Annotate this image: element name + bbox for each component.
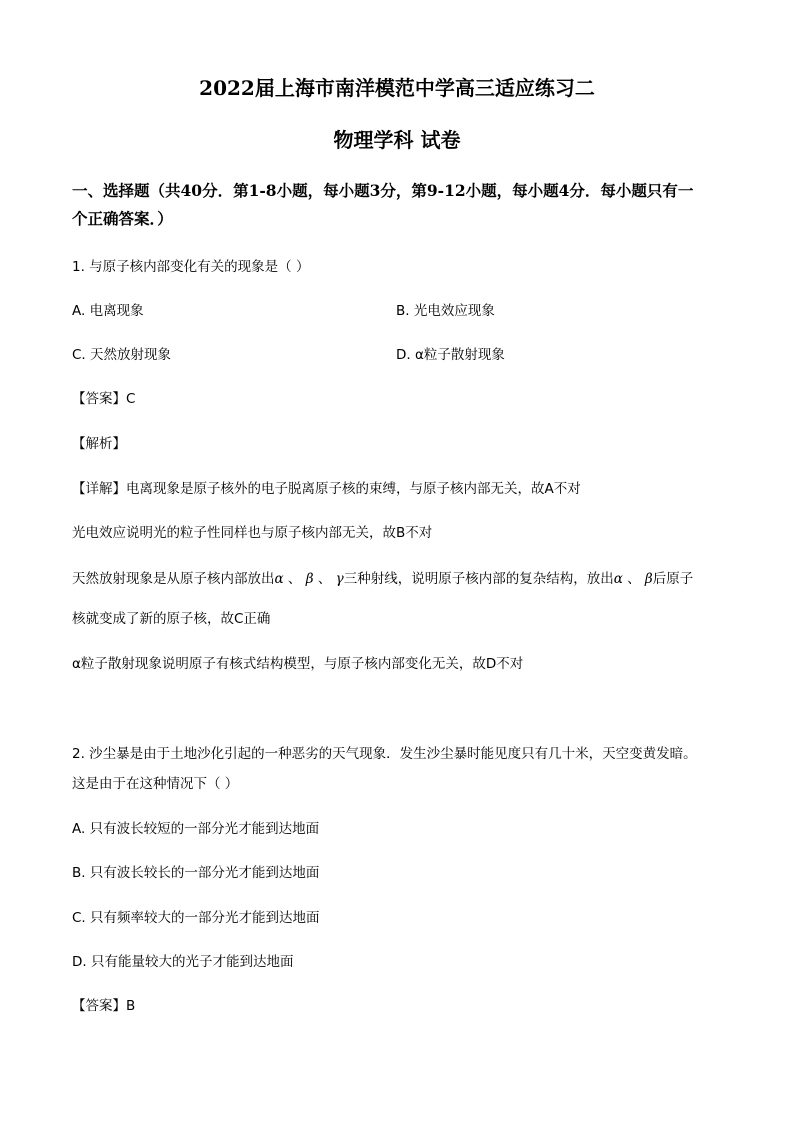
q1-detail-3-part2: 三种射线，说明原子核内部的复杂结构，放出	[343, 571, 614, 587]
q1-detail-1: 【详解】电离现象是原子核外的电子脱离原子核的束缚，与原子核内部无关，故A不对	[72, 481, 581, 497]
q1-detail-3-part3: 后原子	[652, 571, 694, 587]
alpha-symbol: α	[613, 571, 623, 587]
q1-detail-3-part1: 天然放射现象是从原子核内部放出	[72, 571, 275, 587]
q2-option-c: C. 只有频率较大的一部分光才能到达地面	[72, 910, 320, 926]
q1-option-d: D. α粒子散射现象	[396, 347, 505, 363]
q2-stem-line2: 这是由于在这种情况下（ ）	[72, 776, 239, 792]
q1-option-c: C. 天然放射现象	[72, 347, 172, 363]
q1-detail-3-line2: 核就变成了新的原子核，故C正确	[72, 611, 271, 627]
q1-option-a: A. 电离现象	[72, 303, 144, 319]
section-heading-line1: 一、选择题（共40分．第1-8小题，每小题3分，第9-12小题，每小题4分．每小题只有一	[72, 181, 694, 200]
beta-symbol: β	[305, 571, 314, 587]
q1-answer: 【答案】C	[72, 391, 136, 407]
q2-option-a: A. 只有波长较短的一部分光才能到达地面	[72, 821, 320, 837]
q1-detail-2: 光电效应说明光的粒子性同样也与原子核内部无关，故B不对	[72, 525, 433, 541]
q1-analysis-label: 【解析】	[72, 436, 126, 452]
q1-option-b: B. 光电效应现象	[396, 303, 495, 319]
document-title: 2022届上海市南洋模范中学高三适应练习二	[199, 76, 595, 100]
section-heading-line2: 个正确答案．）	[72, 209, 173, 228]
separator: 、	[283, 571, 306, 587]
alpha-symbol: α	[274, 571, 284, 587]
beta-symbol: β	[644, 571, 653, 587]
q1-detail-4: α粒子散射现象说明原子有核式结构模型，与原子核内部变化无关，故D不对	[72, 656, 524, 672]
document-subtitle: 物理学科 试卷	[333, 128, 461, 152]
separator: 、	[313, 571, 336, 587]
q1-detail-3	[72, 567, 693, 587]
q2-option-b: B. 只有波长较长的一部分光才能到达地面	[72, 865, 320, 881]
gamma-symbol: γ	[335, 571, 344, 587]
q2-option-d: D. 只有能量较大的光子才能到达地面	[72, 954, 294, 970]
q1-stem: 1. 与原子核内部变化有关的现象是（ ）	[72, 259, 310, 275]
separator: 、	[622, 571, 645, 587]
q2-answer: 【答案】B	[72, 998, 136, 1014]
q2-stem-line1: 2. 沙尘暴是由于土地沙化引起的一种恶劣的天气现象．发生沙尘暴时能见度只有几十米，天空变黄发暗。	[72, 746, 697, 762]
